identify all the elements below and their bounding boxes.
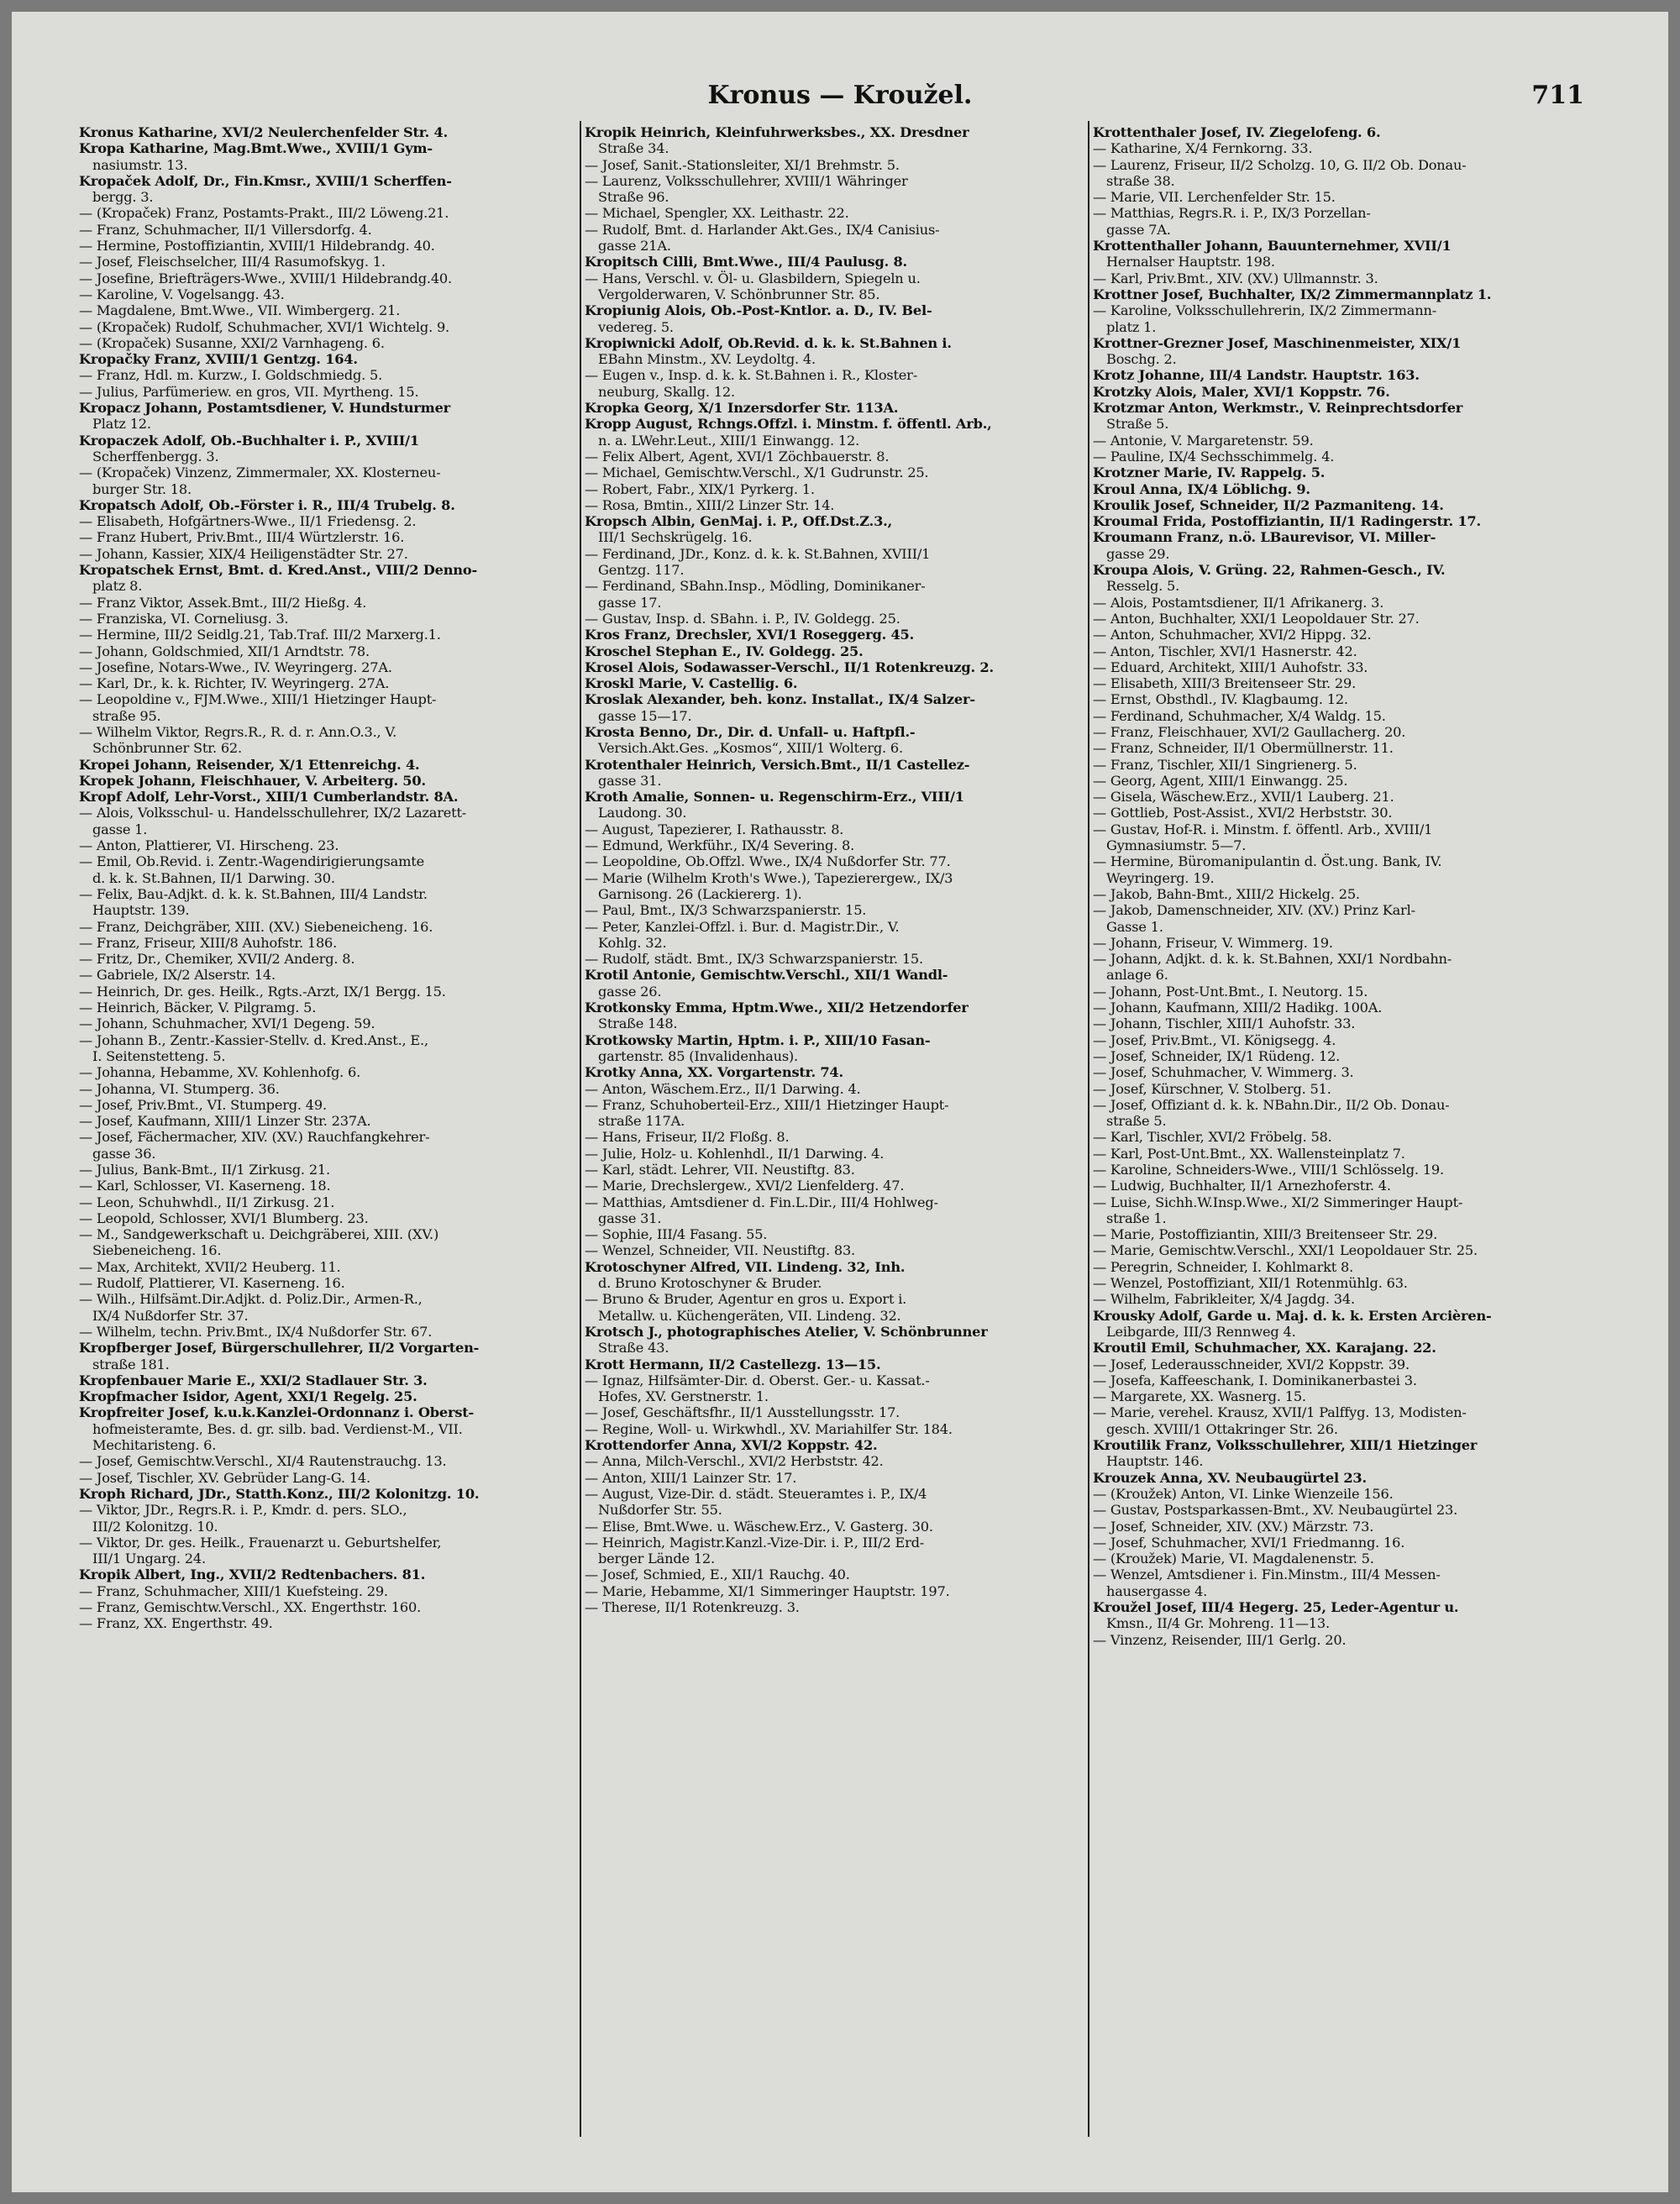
entry-line: — Leopoldine v., FJM.Wwe., XIII/1 Hietzinger Haupt- [79, 691, 437, 708]
entry-continuation-line: Straße 5. [1106, 416, 1169, 433]
entry-line: — Karl, städt. Lehrer, VII. Neustiftg. 83. [585, 1162, 855, 1178]
entry-line: — Heinrich, Magistr.Kanzl.-Vize-Dir. i. P., III/2 Erd- [585, 1534, 925, 1551]
entry-line: — Anton, Schuhmacher, XVI/2 Hippg. 32. [1093, 627, 1372, 643]
entry-line: — Johanna, VI. Stumperg. 36. [79, 1080, 280, 1097]
entry-line: — Karl, Tischler, XVI/2 Fröbelg. 58. [1093, 1129, 1332, 1146]
entry-continuation-line: Straße 96. [598, 189, 669, 206]
entry-line: — Paul, Bmt., IX/3 Schwarzspanierstr. 15. [585, 902, 867, 919]
entry-line: — Matthias, Amtsdiener d. Fin.L.Dir., III/4 Hohlweg- [585, 1194, 938, 1210]
entry-line: — Johann, Goldschmied, XII/1 Arndtstr. 78. [79, 643, 370, 659]
entry-line: — (Kropaček) Rudolf, Schuhmacher, XVI/1 Wichtelg. 9. [79, 318, 449, 335]
entry-line: — Karl, Priv.Bmt., XIV. (XV.) Ullmannstr. 3. [1093, 270, 1378, 286]
entry-headword-line: Kropfreiter Josef, k.u.k.Kanzlei-Ordonnanz i. Oberst- [79, 1404, 475, 1421]
entry-line: — Marie, Postoffiziantin, XIII/3 Breitenseer Str. 29. [1093, 1226, 1438, 1243]
entry-line: — Peregrin, Schneider, I. Kohlmarkt 8. [1093, 1258, 1354, 1275]
entry-line: — Johann, Kaufmann, XIII/2 Hadikg. 100A. [1093, 1000, 1383, 1016]
entry-continuation-line: straße 117A. [598, 1113, 685, 1130]
entry-line: — Wenzel, Schneider, VII. Neustiftg. 83. [585, 1242, 856, 1259]
entry-line: — Johanna, Hebamme, XV. Kohlenhofg. 6. [79, 1064, 361, 1081]
entry-line: — Laurenz, Friseur, II/2 Scholzg. 10, G. II/2 Ob. Donau- [1093, 156, 1467, 173]
entry-line: — Franz, Schneider, II/1 Obermüllnerstr. 11. [1093, 740, 1394, 757]
entry-line: — Franz Viktor, Assek.Bmt., III/2 Hießg. 4. [79, 594, 367, 611]
entry-line: — Laurenz, Volksschullehrer, XVIII/1 Währinger [585, 172, 908, 189]
entry-column-3 [1093, 124, 1592, 2157]
entry-continuation-line: IX/4 Nußdorfer Str. 37. [92, 1307, 249, 1324]
entry-line: — Franz, Gemischtw.Verschl., XX. Engerthstr. 160. [79, 1599, 422, 1616]
entry-continuation-line: straße 5. [1106, 1113, 1167, 1130]
entry-line: — Marie (Wilhelm Kroth's Wwe.), Tapezierergew., IX/3 [585, 869, 953, 886]
entry-line: — Gisela, Wäschew.Erz., XVII/1 Lauberg. 21. [1093, 789, 1394, 806]
entry-continuation-line: Boschg. 2. [1106, 351, 1177, 368]
entry-line: — (Kropaček) Franz, Postamts-Prakt., III/2 Löweng.21. [79, 205, 449, 222]
entry-headword-line: Kroutil Emil, Schuhmacher, XX. Karajang. 22. [1093, 1340, 1436, 1357]
entry-line: — Wilhelm, techn. Priv.Bmt., IX/4 Nußdorfer Str. 67. [79, 1323, 433, 1340]
entry-line: — Rudolf, Bmt. d. Harlander Akt.Ges., IX/4 Canisius- [585, 221, 940, 238]
entry-headword-line: Kropka Georg, X/1 Inzersdorfer Str. 113A. [585, 400, 899, 417]
entry-headword-line: Kropacz Johann, Postamtsdiener, V. Hundsturmer [79, 400, 450, 417]
entry-continuation-line: gasse 29. [1106, 545, 1170, 562]
entry-continuation-line: EBahn Minstm., XV. Leydoltg. 4. [598, 351, 816, 368]
entry-continuation-line: Gasse 1. [1106, 918, 1163, 935]
entry-continuation-line: hausergasse 4. [1106, 1582, 1208, 1599]
entry-headword-line: Krottenthaller Johann, Bauunternehmer, XVII/1 [1093, 238, 1452, 255]
entry-line: — Wenzel, Postoffiziant, XII/1 Rotenmühlg. 63. [1093, 1275, 1408, 1292]
entry-headword-line: Kropik Albert, Ing., XVII/2 Redtenbachers. 81. [79, 1566, 426, 1583]
entry-line: — Josef, Schmied, E., XII/1 Rauchg. 40. [585, 1566, 850, 1583]
entry-headword-line: Kropsch Albin, GenMaj. i. P., Off.Dst.Z.3., [585, 513, 893, 530]
running-head: Kronus — Kroužel. [707, 81, 973, 110]
entry-line: — Hermine, III/2 Seidlg.21, Tab.Traf. III/2 Marxerg.1. [79, 627, 441, 643]
entry-line: — Wilhelm Viktor, Regrs.R., R. d. r. Ann.O.3., V. [79, 723, 397, 740]
entry-line: — Anna, Milch-Verschl., XVI/2 Herbststr. 42. [585, 1453, 884, 1470]
entry-line: — Karl, Post-Unt.Bmt., XX. Wallensteinplatz 7. [1093, 1145, 1405, 1162]
entry-headword-line: Krottenthaler Josef, IV. Ziegelofeng. 6. [1093, 124, 1381, 140]
entry-line: — Marie, Gemischtw.Verschl., XXI/1 Leopoldauer Str. 25. [1093, 1242, 1478, 1259]
entry-line: — Gustav, Hof-R. i. Minstm. f. öffentl. Arb., XVIII/1 [1093, 821, 1433, 837]
entry-continuation-line: Hofes, XV. Gerstnerstr. 1. [598, 1388, 769, 1405]
entry-headword-line: Krotoschyner Alfred, VII. Lindeng. 32, Inh. [585, 1258, 906, 1275]
entry-continuation-line: straße 95. [92, 707, 161, 724]
entry-line: — Marie, verehel. Krausz, XVII/1 Palffyg. 13, Modisten- [1093, 1404, 1467, 1421]
entry-line: — Elisabeth, XIII/3 Breitenseer Str. 29. [1093, 675, 1357, 692]
entry-line: — Franz, Hdl. m. Kurzw., I. Goldschmiedg. 5. [79, 367, 383, 384]
entry-line: — Franz, Friseur, XIII/8 Auhofstr. 186. [79, 934, 338, 951]
entry-line: — Josef, Offiziant d. k. k. NBahn.Dir., II/2 Ob. Donau- [1093, 1096, 1450, 1113]
entry-line: — Karoline, Volksschullehrerin, IX/2 Zimmermann- [1093, 302, 1436, 319]
entry-headword-line: Kropatsch Adolf, Ob.-Förster i. R., III/4 Trubelg. 8. [79, 496, 455, 513]
entry-line: — Georg, Agent, XIII/1 Einwangg. 25. [1093, 772, 1348, 789]
entry-line: — Josef, Sanit.-Stationsleiter, XI/1 Brehmstr. 5. [585, 156, 900, 173]
entry-headword-line: Kropiwnicki Adolf, Ob.Revid. d. k. k. St.Bahnen i. [585, 334, 952, 351]
entry-headword-line: Krotz Johanne, III/4 Landstr. Hauptstr. 163. [1093, 367, 1420, 384]
entry-line: — Franz, XX. Engerthstr. 49. [79, 1615, 273, 1632]
entry-line: — Michael, Spengler, XX. Leithastr. 22. [585, 205, 849, 222]
entry-line: — Hans, Verschl. v. Öl- u. Glasbildern, Spiegeln u. [585, 270, 921, 286]
entry-line: — Jakob, Damenschneider, XIV. (XV.) Prinz Karl- [1093, 902, 1415, 919]
entry-continuation-line: gasse 15—17. [598, 707, 692, 724]
entry-line: — Robert, Fabr., XIX/1 Pyrkerg. 1. [585, 480, 815, 497]
entry-continuation-line: hofmeisteramte, Bes. d. gr. silb. bad. Verdienst-M., VII. [92, 1420, 463, 1437]
entry-line: — Josef, Schuhmacher, XVI/1 Friedmanng. 16. [1093, 1534, 1405, 1551]
entry-headword-line: Kroupa Alois, V. Grüng. 22, Rahmen-Gesch., IV. [1093, 562, 1446, 579]
entry-line: — Edmund, Werkführ., IX/4 Severing. 8. [585, 837, 855, 854]
entry-continuation-line: Straße 34. [598, 140, 669, 157]
entry-line: — Franz, Schuhoberteil-Erz., XIII/1 Hietzinger Haupt- [585, 1096, 949, 1113]
entry-headword-line: Krosel Alois, Sodawasser-Verschl., II/1 Rotenkreuzg. 2. [585, 659, 994, 675]
entry-headword-line: Krosta Benno, Dr., Dir. d. Unfall- u. Haftpfl.- [585, 723, 916, 740]
entry-line: — Josef, Priv.Bmt., VI. Stumperg. 49. [79, 1096, 327, 1113]
entry-line: — Bruno & Bruder, Agentur en gros u. Export i. [585, 1291, 907, 1308]
entry-continuation-line: Vergolderwaren, V. Schönbrunner Str. 85. [598, 286, 880, 302]
entry-line: — Michael, Gemischtw.Verschl., X/1 Gudrunstr. 25. [585, 464, 929, 481]
entry-line: — Josefa, Kaffeeschank, I. Dominikanerbastei 3. [1093, 1372, 1417, 1388]
entry-headword-line: Kros Franz, Drechsler, XVI/1 Roseggerg. 45. [585, 627, 915, 643]
entry-line: — Josef, Schneider, XIV. (XV.) Märzstr. 73. [1093, 1518, 1374, 1535]
entry-headword-line: Krotil Antonie, Gemischtw.Verschl., XII/1 Wandl- [585, 967, 948, 984]
entry-continuation-line: Nußdorfer Str. 55. [598, 1502, 722, 1519]
entry-continuation-line: III/1 Ungarg. 24. [92, 1551, 206, 1567]
entry-continuation-line: Mechitaristeng. 6. [92, 1437, 217, 1454]
entry-line: — Wenzel, Amtsdiener i. Fin.Minstm., III/4 Messen- [1093, 1566, 1441, 1583]
entry-continuation-line: Metallw. u. Küchengeräten, VII. Lindeng. 32. [598, 1307, 901, 1324]
entry-continuation-line: platz 8. [92, 578, 143, 595]
entry-headword-line: Kropaczek Adolf, Ob.-Buchhalter i. P., XVIII/1 [79, 432, 419, 449]
entry-line: — Regine, Woll- u. Wirkwhdl., XV. Mariahilfer Str. 184. [585, 1420, 953, 1437]
entry-line: — Felix Albert, Agent, XVI/1 Zöchbauerstr. 8. [585, 448, 890, 464]
entry-line: — Viktor, Dr. ges. Heilk., Frauenarzt u. Geburtshelfer, [79, 1534, 442, 1551]
entry-line: — Johann, Schuhmacher, XVI/1 Degeng. 59. [79, 1015, 375, 1032]
entry-line: — Eduard, Architekt, XIII/1 Auhofstr. 33. [1093, 659, 1368, 675]
entry-continuation-line: Kohlg. 32. [598, 934, 667, 951]
entry-headword-line: Krottner Josef, Buchhalter, IX/2 Zimmermannplatz 1. [1093, 286, 1492, 302]
entry-continuation-line: Weyringerg. 19. [1106, 869, 1215, 886]
entry-headword-line: Kroul Anna, IX/4 Löblichg. 9. [1093, 480, 1310, 497]
entry-line: — Katharine, X/4 Fernkorng. 33. [1093, 140, 1313, 157]
entry-line: — Josef, Schneider, IX/1 Rüdeng. 12. [1093, 1047, 1341, 1064]
entry-headword-line: Kroulik Josef, Schneider, II/2 Pazmaniteng. 14. [1093, 496, 1444, 513]
entry-continuation-line: III/2 Kolonitzg. 10. [92, 1518, 218, 1535]
entry-line: — Heinrich, Bäcker, V. Pilgramg. 5. [79, 1000, 317, 1016]
entry-line: — Gottlieb, Post-Assist., XVI/2 Herbststr. 30. [1093, 805, 1393, 821]
entry-column-2 [585, 124, 1084, 2157]
entry-line: — Eugen v., Insp. d. k. k. St.Bahnen i. R., Kloster- [585, 367, 917, 384]
entry-line: — Ignaz, Hilfsämter-Dir. d. Oberst. Ger.- u. Kassat.- [585, 1372, 930, 1388]
entry-line: — Antonie, V. Margaretenstr. 59. [1093, 432, 1314, 449]
entry-continuation-line: Garnisong. 26 (Lackiererg. 1). [598, 885, 802, 902]
entry-headword-line: Kropik Heinrich, Kleinfuhrwerksbes., XX. Dresdner [585, 124, 969, 140]
entry-headword-line: Kroschel Stephan E., IV. Goldegg. 25. [585, 643, 864, 659]
entry-continuation-line: gasse 7A. [1106, 221, 1171, 238]
entry-line: — Wilhelm, Fabrikleiter, X/4 Jagdg. 34. [1093, 1291, 1355, 1308]
entry-line: — Hermine, Büromanipulantin d. Öst.ung. Bank, IV. [1093, 853, 1442, 870]
entry-line: — Margarete, XX. Wasnerg. 15. [1093, 1388, 1306, 1405]
entry-line: — Rudolf, städt. Bmt., IX/3 Schwarzspanierstr. 15. [585, 951, 923, 968]
entry-line: — Hermine, Postoffiziantin, XVIII/1 Hildebrandg. 40. [79, 238, 435, 255]
entry-line: — Julius, Parfümeriew. en gros, VII. Myrtheng. 15. [79, 383, 419, 400]
entry-continuation-line: Kmsn., II/4 Gr. Mohreng. 11—13. [1106, 1615, 1330, 1632]
entry-line: — Elise, Bmt.Wwe. u. Wäschew.Erz., V. Gasterg. 30. [585, 1518, 933, 1535]
entry-line: — Josef, Priv.Bmt., VI. Königsegg. 4. [1093, 1031, 1336, 1048]
entry-headword-line: Kroth Amalie, Sonnen- u. Regenschirm-Erz., VIII/1 [585, 789, 964, 806]
entry-line: — (Kroužek) Anton, VI. Linke Wienzeile 156. [1093, 1485, 1394, 1502]
entry-continuation-line: vedereg. 5. [598, 318, 674, 335]
entry-line: — Karoline, Schneiders-Wwe., VIII/1 Schlösselg. 19. [1093, 1162, 1444, 1178]
entry-continuation-line: gasse 31. [598, 772, 662, 789]
entry-line: — Josef, Geschäftsfhr., II/1 Ausstellungsstr. 17. [585, 1404, 900, 1421]
entry-headword-line: Kropfenbauer Marie E., XXI/2 Stadlauer Str. 3. [79, 1372, 428, 1388]
column-divider [580, 121, 581, 2137]
entry-headword-line: Krouzek Anna, XV. Neubaugürtel 23. [1093, 1469, 1367, 1486]
entry-headword-line: Krotzner Marie, IV. Rappelg. 5. [1093, 464, 1326, 481]
entry-line: — Ludwig, Buchhalter, II/1 Arnezhoferstr. 4. [1093, 1178, 1391, 1194]
entry-line: — Josefine, Briefträgers-Wwe., XVIII/1 Hildebrandg.40. [79, 270, 452, 286]
entry-continuation-line: Hauptstr. 146. [1106, 1453, 1204, 1470]
entry-continuation-line: anlage 6. [1106, 967, 1168, 984]
entry-continuation-line: I. Seitenstetteng. 5. [92, 1047, 226, 1064]
entry-line: — Franz, Schuhmacher, XIII/1 Kuefsteing. 29. [79, 1582, 388, 1599]
entry-headword-line: Kropitsch Cilli, Bmt.Wwe., III/4 Paulusg. 8. [585, 254, 907, 270]
entry-headword-line: Krotzky Alois, Maler, XVI/1 Koppstr. 76. [1093, 383, 1390, 400]
entry-continuation-line: gasse 21A. [598, 238, 671, 255]
entry-line: — (Kroužek) Marie, VI. Magdalenenstr. 5. [1093, 1551, 1374, 1567]
entry-continuation-line: d. k. k. St.Bahnen, II/1 Darwing. 30. [92, 869, 335, 886]
entry-line: — Viktor, JDr., Regrs.R. i. P., Kmdr. d. pers. SLO., [79, 1502, 407, 1519]
entry-line: — Pauline, IX/4 Sechsschimmelg. 4. [1093, 448, 1335, 464]
entry-line: — Karl, Schlosser, VI. Kaserneng. 18. [79, 1178, 331, 1194]
entry-headword-line: Krousky Adolf, Garde u. Maj. d. k. k. Ersten Arcièren- [1093, 1307, 1492, 1324]
entry-continuation-line: Straße 148. [598, 1015, 678, 1032]
entry-headword-line: Kroph Richard, JDr., Statth.Konz., III/2 Kolonitzg. 10. [79, 1485, 480, 1502]
entry-line: — Luise, Sichh.W.Insp.Wwe., XI/2 Simmeringer Haupt- [1093, 1194, 1463, 1210]
entry-headword-line: Kropfberger Josef, Bürgerschullehrer, II/2 Vorgarten- [79, 1340, 480, 1357]
entry-line: — Johann B., Zentr.-Kassier-Stellv. d. Kred.Anst., E., [79, 1031, 428, 1048]
page-header [12, 81, 1668, 114]
entry-line: — Johann, Friseur, V. Wimmerg. 19. [1093, 934, 1333, 951]
entry-line: — Jakob, Bahn-Bmt., XIII/2 Hickelg. 25. [1093, 885, 1360, 902]
entry-continuation-line: gesch. XVIII/1 Ottakringer Str. 26. [1106, 1420, 1338, 1437]
entry-continuation-line: gartenstr. 85 (Invalidenhaus). [598, 1047, 798, 1064]
entry-continuation-line: Resselg. 5. [1106, 578, 1180, 595]
entry-continuation-line: Gentzg. 117. [598, 562, 685, 579]
entry-continuation-line: bergg. 3. [92, 189, 154, 206]
entry-headword-line: Kropei Johann, Reisender, X/1 Ettenreichg. 4. [79, 756, 420, 773]
entry-line: — Matthias, Regrs.R. i. P., IX/3 Porzellan- [1093, 205, 1371, 222]
entry-headword-line: Kropa Katharine, Mag.Bmt.Wwe., XVIII/1 Gym- [79, 140, 433, 157]
entry-continuation-line: gasse 31. [598, 1210, 662, 1226]
entry-line: — Julius, Bank-Bmt., II/1 Zirkusg. 21. [79, 1162, 330, 1178]
entry-line: — Josef, Fleischselcher, III/4 Rasumofskyg. 1. [79, 254, 386, 270]
page-number: 711 [1531, 81, 1584, 110]
entry-headword-line: Krott Hermann, II/2 Castellezg. 13—15. [585, 1356, 881, 1372]
entry-line: — Anton, XIII/1 Lainzer Str. 17. [585, 1469, 797, 1486]
entry-line: — Franz, Deichgräber, XIII. (XV.) Siebeneicheng. 16. [79, 918, 433, 935]
entry-line: — M., Sandgewerkschaft u. Deichgräberei, XIII. (XV.) [79, 1226, 439, 1243]
directory-page [12, 12, 1668, 2192]
entry-headword-line: Krotky Anna, XX. Vorgartenstr. 74. [585, 1064, 843, 1081]
entry-line: — Ferdinand, JDr., Konz. d. k. k. St.Bahnen, XVIII/1 [585, 545, 931, 562]
entry-line: — Josef, Tischler, XV. Gebrüder Lang-G. 14. [79, 1469, 370, 1486]
entry-continuation-line: Laudong. 30. [598, 805, 687, 821]
entry-continuation-line: burger Str. 18. [92, 480, 192, 497]
entry-headword-line: Krottendorfer Anna, XVI/2 Koppstr. 42. [585, 1437, 878, 1454]
entry-headword-line: Kropek Johann, Fleischhauer, V. Arbeiterg. 50. [79, 772, 426, 789]
entry-line: — Fritz, Dr., Chemiker, XVII/2 Anderg. 8. [79, 951, 355, 968]
entry-line: — Johann, Kassier, XIX/4 Heiligenstädter Str. 27. [79, 545, 408, 562]
entry-line: — Josefine, Notars-Wwe., IV. Weyringerg. 27A. [79, 659, 392, 675]
entry-headword-line: Krotenthaler Heinrich, Versich.Bmt., II/1 Castellez- [585, 756, 970, 773]
entry-line: — Max, Architekt, XVII/2 Heuberg. 11. [79, 1258, 341, 1275]
entry-continuation-line: neuburg, Skallg. 12. [598, 383, 735, 400]
entry-line: — Felix, Bau-Adjkt. d. k. k. St.Bahnen, III/4 Landstr. [79, 885, 428, 902]
entry-continuation-line: Scherffenbergg. 3. [92, 448, 219, 464]
entry-line: — Marie, VII. Lerchenfelder Str. 15. [1093, 189, 1336, 206]
entry-line: — Leopold, Schlosser, XVI/1 Blumberg. 23. [79, 1210, 369, 1226]
entry-line: — Alois, Postamtsdiener, II/1 Afrikanerg. 3. [1093, 594, 1384, 611]
entry-line: — (Kropaček) Susanne, XXI/2 Varnhageng. 6. [79, 334, 385, 351]
entry-line: — August, Vize-Dir. d. städt. Steueramtes i. P., IX/4 [585, 1485, 927, 1502]
entry-line: — Franz, Fleischhauer, XVI/2 Gaullacherg. 20. [1093, 723, 1406, 740]
entry-continuation-line: Hernalser Hauptstr. 198. [1106, 254, 1275, 270]
entry-line: — Johann, Tischler, XIII/1 Auhofstr. 33. [1093, 1015, 1356, 1032]
entry-line: — Anton, Plattierer, VI. Hirscheng. 23. [79, 837, 339, 854]
entry-continuation-line: platz 1. [1106, 318, 1157, 335]
entry-line: — Heinrich, Dr. ges. Heilk., Rgts.-Arzt, IX/1 Bergg. 15. [79, 983, 446, 1000]
entry-continuation-line: straße 181. [92, 1356, 170, 1372]
entry-line: — Elisabeth, Hofgärtners-Wwe., II/1 Friedensg. 2. [79, 513, 417, 530]
entry-continuation-line: straße 1. [1106, 1210, 1167, 1226]
entry-line: — Josef, Fächermacher, XIV. (XV.) Rauchfangkehrer- [79, 1129, 430, 1146]
entry-line: — Anton, Buchhalter, XXI/1 Leopoldauer Str. 27. [1093, 610, 1420, 627]
entry-line: — Julie, Holz- u. Kohlenhdl., II/1 Darwing. 4. [585, 1145, 885, 1162]
entry-headword-line: Kropf Adolf, Lehr-Vorst., XIII/1 Cumberlandstr. 8A. [79, 789, 459, 806]
entry-headword-line: Krotkowsky Martin, Hptm. i. P., XIII/10 Fasan- [585, 1031, 931, 1048]
entry-continuation-line: III/1 Sechskrügelg. 16. [598, 529, 753, 546]
entry-line: — Franz Hubert, Priv.Bmt., III/4 Würtzlerstr. 16. [79, 529, 405, 546]
entry-continuation-line: Versich.Akt.Ges. „Kosmos“, XIII/1 Wolterg. 6. [598, 740, 903, 757]
entry-line: — (Kropaček) Vinzenz, Zimmermaler, XX. Klosterneu- [79, 464, 441, 481]
entry-continuation-line: Straße 43. [598, 1340, 669, 1357]
entry-line: — Leon, Schuhwhdl., II/1 Zirkusg. 21. [79, 1194, 335, 1210]
entry-line: — Franziska, VI. Corneliusg. 3. [79, 610, 289, 627]
entry-headword-line: Kropatschek Ernst, Bmt. d. Kred.Anst., VIII/2 Denno- [79, 562, 477, 579]
entry-continuation-line: Platz 12. [92, 416, 151, 433]
entry-continuation-line: straße 38. [1106, 172, 1175, 189]
entry-continuation-line: Schönbrunner Str. 62. [92, 740, 242, 757]
entry-headword-line: Kroumal Frida, Postoffiziantin, II/1 Radingerstr. 17. [1093, 513, 1481, 530]
entry-line: — Gustav, Insp. d. SBahn. i. P., IV. Goldegg. 25. [585, 610, 900, 627]
entry-headword-line: Kroužel Josef, III/4 Hegerg. 25, Leder-Agentur u. [1093, 1599, 1459, 1616]
entry-line: — Josef, Lederausschneider, XVI/2 Koppstr. 39. [1093, 1356, 1410, 1372]
entry-headword-line: Kroumann Franz, n.ö. LBaurevisor, VI. Miller- [1093, 529, 1436, 546]
entry-line: — Rosa, Bmtin., XIII/2 Linzer Str. 14. [585, 496, 835, 513]
entry-line: — Josef, Schuhmacher, V. Wimmerg. 3. [1093, 1064, 1354, 1081]
entry-continuation-line: berger Lände 12. [598, 1551, 715, 1567]
entry-line: — Alois, Volksschul- u. Handelsschullehrer, IX/2 Lazarett- [79, 805, 467, 821]
entry-continuation-line: gasse 36. [92, 1145, 156, 1162]
entry-continuation-line: n. a. LWehr.Leut., XIII/1 Einwangg. 12. [598, 432, 860, 449]
entry-line: — Hans, Friseur, II/2 Floßg. 8. [585, 1129, 790, 1146]
entry-line: — Johann, Post-Unt.Bmt., I. Neutorg. 15. [1093, 983, 1368, 1000]
entry-line: — Franz, Schuhmacher, II/1 Villersdorfg. 4. [79, 221, 372, 238]
entry-headword-line: Kroskl Marie, V. Castellig. 6. [585, 675, 798, 692]
entry-line: — August, Tapezierer, I. Rathausstr. 8. [585, 821, 844, 837]
entry-line: — Magdalene, Bmt.Wwe., VII. Wimbergerg. 21. [79, 302, 401, 319]
entry-continuation-line: gasse 26. [598, 983, 662, 1000]
entry-continuation-line: d. Bruno Krotoschyner & Bruder. [598, 1275, 822, 1292]
entry-headword-line: Kropaček Adolf, Dr., Fin.Kmsr., XVIII/1 Scherffen- [79, 172, 452, 189]
entry-continuation-line: gasse 17. [598, 594, 662, 611]
entry-line: — Josef, Kürschner, V. Stolberg. 51. [1093, 1080, 1331, 1097]
entry-headword-line: Kropačky Franz, XVIII/1 Gentzg. 164. [79, 351, 358, 368]
entry-line: — Josef, Kaufmann, XIII/1 Linzer Str. 237A. [79, 1113, 371, 1130]
entry-line: — Wilh., Hilfsämt.Dir.Adjkt. d. Poliz.Dir., Armen-R., [79, 1291, 423, 1308]
entry-continuation-line: Siebeneicheng. 16. [92, 1242, 222, 1259]
entry-continuation-line: Gymnasiumstr. 5—7. [1106, 837, 1247, 854]
entry-line: — Johann, Adjkt. d. k. k. St.Bahnen, XXI/1 Nordbahn- [1093, 951, 1452, 968]
column-divider [1088, 121, 1089, 2137]
entry-line: — Gustav, Postsparkassen-Bmt., XV. Neubaugürtel 23. [1093, 1502, 1458, 1519]
entry-headword-line: Kroslak Alexander, beh. konz. Installat., IX/4 Salzer- [585, 691, 975, 708]
entry-line: — Marie, Drechslergew., XVI/2 Lienfelderg. 47. [585, 1178, 905, 1194]
entry-line: — Peter, Kanzlei-Offzl. i. Bur. d. Magistr.Dir., V. [585, 918, 900, 935]
entry-continuation-line: gasse 1. [92, 821, 148, 837]
entry-line: — Josef, Gemischtw.Verschl., XI/4 Rautenstrauchg. 13. [79, 1453, 447, 1470]
entry-line: — Ferdinand, SBahn.Insp., Mödling, Dominikaner- [585, 578, 926, 595]
entry-line: — Sophie, III/4 Fasang. 55. [585, 1226, 768, 1243]
entry-line: — Karl, Dr., k. k. Richter, IV. Weyringerg. 27A. [79, 675, 390, 692]
entry-headword-line: Kropp August, Rchngs.Offzl. i. Minstm. f. öffentl. Arb., [585, 416, 992, 433]
entry-line: — Ernst, Obsthdl., IV. Klagbaumg. 12. [1093, 691, 1348, 708]
entry-headword-line: Kropfmacher Isidor, Agent, XXI/1 Regelg. 25. [79, 1388, 417, 1405]
entry-line: — Gabriele, IX/2 Alserstr. 14. [79, 967, 276, 984]
entry-line: — Anton, Tischler, XVI/1 Hasnerstr. 42. [1093, 643, 1357, 659]
entry-line: — Rudolf, Plattierer, VI. Kaserneng. 16. [79, 1275, 345, 1292]
entry-line: — Karoline, V. Vogelsangg. 43. [79, 286, 285, 302]
entry-headword-line: Kropiunig Alois, Ob.-Post-Kntlor. a. D., IV. Bel- [585, 302, 932, 319]
entry-headword-line: Kroutilik Franz, Volksschullehrer, XIII/1 Hietzinger [1093, 1437, 1478, 1454]
entry-line: — Anton, Wäschem.Erz., II/1 Darwing. 4. [585, 1080, 861, 1097]
entry-line: — Marie, Hebamme, XI/1 Simmeringer Hauptstr. 197. [585, 1582, 950, 1599]
entry-line: — Franz, Tischler, XII/1 Singrienerg. 5. [1093, 756, 1357, 773]
entry-headword-line: Kronus Katharine, XVI/2 Neulerchenfelder Str. 4. [79, 124, 449, 140]
entry-headword-line: Krotkonsky Emma, Hptm.Wwe., XII/2 Hetzendorfer [585, 1000, 969, 1016]
entry-continuation-line: nasiumstr. 13. [92, 156, 188, 173]
entry-headword-line: Krottner-Grezner Josef, Maschinenmeister, XIX/1 [1093, 334, 1462, 351]
entry-line: — Emil, Ob.Revid. i. Zentr.-Wagendirigierungsamte [79, 853, 424, 870]
entry-column-1 [79, 124, 578, 2157]
entry-line: — Leopoldine, Ob.Offzl. Wwe., IX/4 Nußdorfer Str. 77. [585, 853, 951, 870]
entry-continuation-line: Hauptstr. 139. [92, 902, 190, 919]
entry-headword-line: Krotsch J., photographisches Atelier, V. Schönbrunner [585, 1323, 988, 1340]
entry-line: — Therese, II/1 Rotenkreuzg. 3. [585, 1599, 800, 1616]
entry-line: — Vinzenz, Reisender, III/1 Gerlg. 20. [1093, 1631, 1347, 1648]
entry-continuation-line: Leibgarde, III/3 Rennweg 4. [1106, 1323, 1296, 1340]
entry-headword-line: Krotzmar Anton, Werkmstr., V. Reinprechtsdorfer [1093, 400, 1463, 417]
entry-line: — Ferdinand, Schuhmacher, X/4 Waldg. 15. [1093, 707, 1386, 724]
